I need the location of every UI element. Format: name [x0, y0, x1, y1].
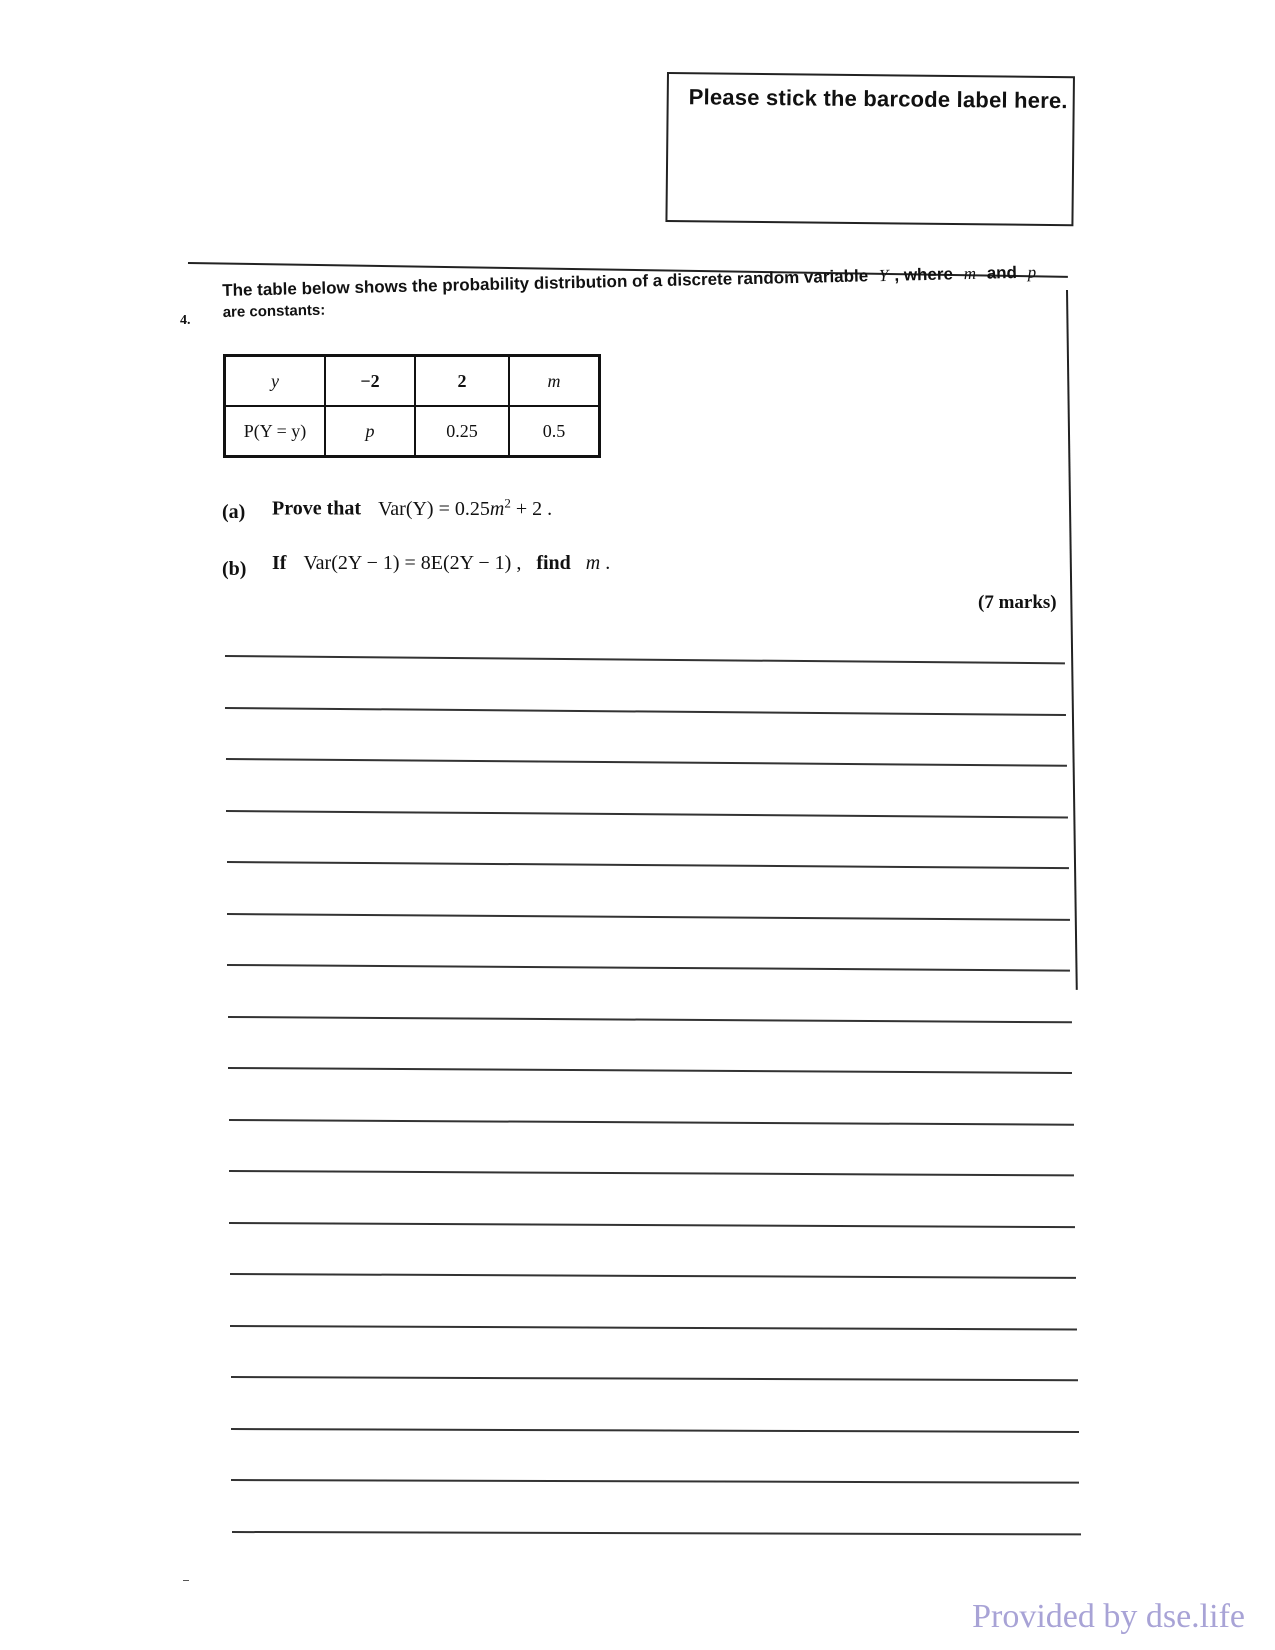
part-b-end: . — [605, 552, 611, 574]
barcode-label-box — [665, 72, 1075, 226]
part-a-lead: Prove that — [272, 497, 362, 520]
page-mark — [183, 1580, 189, 1581]
answer-line — [227, 964, 1070, 972]
barcode-label-text: Please stick the barcode label here. — [688, 84, 1068, 114]
table-cell: P(Y = y) — [225, 406, 326, 457]
answer-line — [229, 1222, 1074, 1228]
answer-line — [232, 1531, 1081, 1535]
answer-line — [231, 1428, 1079, 1433]
answer-line — [228, 1067, 1072, 1074]
stem-var-y: Y — [878, 265, 889, 286]
answer-line — [231, 1376, 1078, 1381]
answer-line — [230, 1273, 1076, 1279]
answer-line — [227, 913, 1069, 921]
table-cell: 2 — [415, 356, 509, 407]
answer-line — [226, 810, 1067, 818]
part-b-label: (b) — [222, 558, 247, 580]
marks-label: (7 marks) — [978, 592, 1057, 613]
part-a-text — [272, 495, 552, 521]
part-b-expr: Var(2Y − 1) = 8E(2Y − 1) , — [303, 552, 522, 574]
part-b-var: m — [585, 552, 601, 574]
stem-part2: , where — [894, 264, 954, 285]
table-cell: −2 — [325, 356, 415, 407]
question-number: 4. — [180, 313, 191, 328]
part-a-expr-m: m — [489, 497, 505, 520]
part-b-lead: If — [272, 552, 287, 574]
answer-line — [231, 1479, 1079, 1484]
footer-credit: Provided by dse.life — [972, 1598, 1245, 1635]
part-a-expr-post: + 2 . — [510, 497, 553, 520]
part-b-text — [272, 552, 610, 575]
answer-line — [225, 655, 1065, 664]
part-a-expr-sup: 2 — [504, 495, 511, 510]
table-cell: 0.5 — [509, 406, 600, 457]
table-row — [225, 356, 600, 407]
question-stem — [222, 261, 1053, 323]
stem-var-p: p — [1027, 262, 1037, 282]
answer-line — [229, 1170, 1074, 1176]
question-stem-line2: are constants: — [222, 301, 326, 321]
answer-line — [229, 1119, 1073, 1126]
probability-table — [223, 354, 601, 458]
stem-and: and — [986, 262, 1018, 283]
table-cell: y — [225, 356, 326, 407]
table-cell: p — [325, 406, 415, 457]
stem-part1: The table below shows the probability distribution of a discrete random variable — [222, 266, 869, 300]
answer-line — [230, 1325, 1077, 1331]
part-a-expr — [366, 495, 553, 520]
answer-line — [228, 1016, 1071, 1023]
answer-line — [226, 758, 1067, 767]
part-a-expr-pre: Var(Y) = 0.25 — [378, 497, 490, 520]
answer-line — [225, 707, 1065, 716]
part-b-find: find — [536, 552, 571, 574]
part-a-label: (a) — [222, 501, 246, 523]
table-cell: m — [509, 356, 600, 407]
stem-var-m: m — [963, 263, 977, 284]
answer-line — [227, 861, 1069, 869]
answer-frame-right — [1066, 290, 1078, 990]
table-row — [225, 406, 600, 457]
table-cell: 0.25 — [415, 406, 509, 457]
